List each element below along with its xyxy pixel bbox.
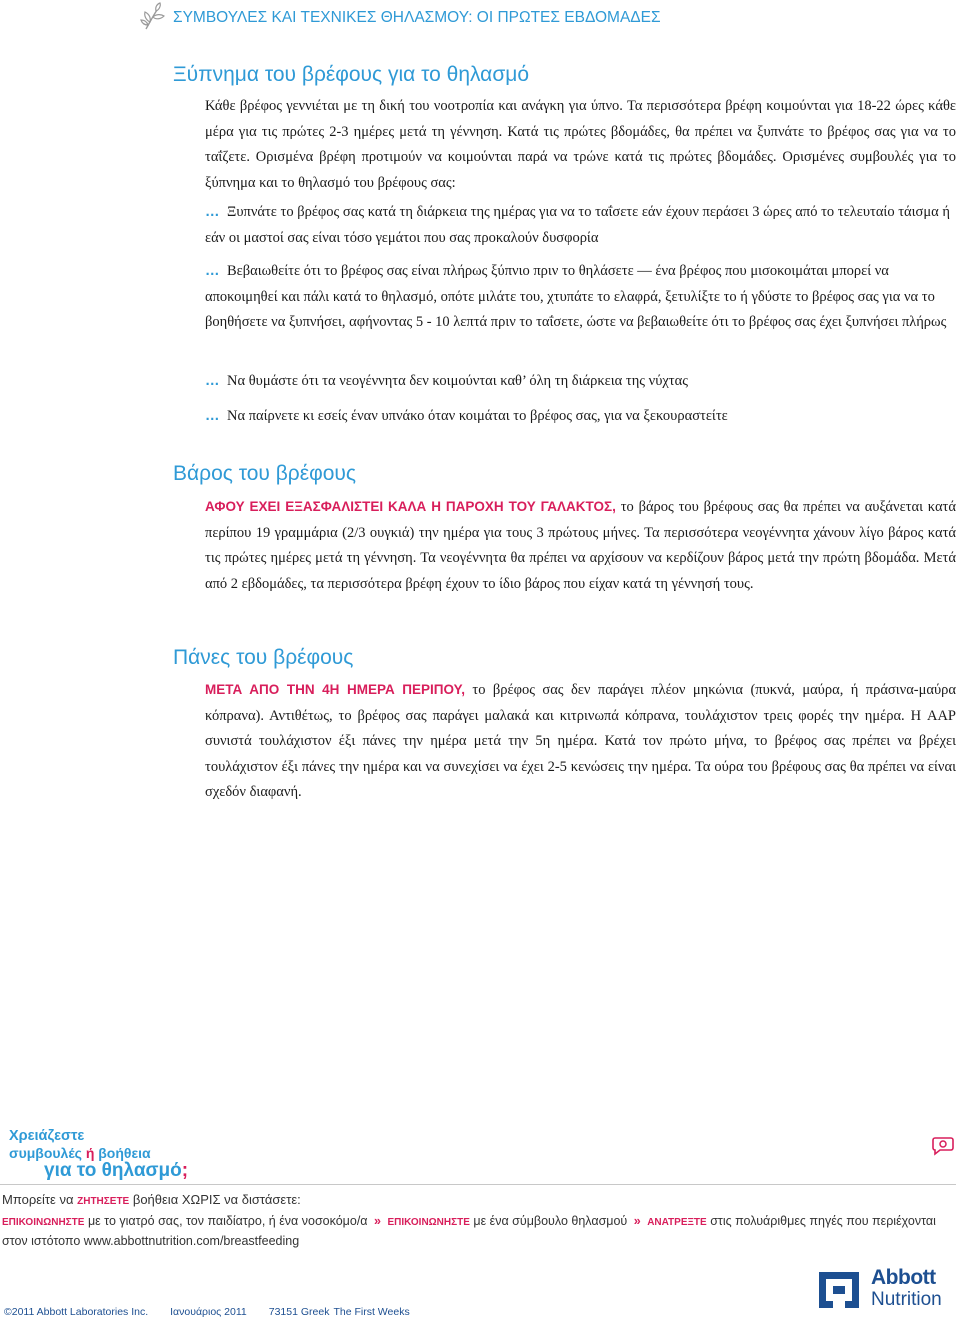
help-pre: Μπορείτε να — [2, 1192, 74, 1207]
contact-options — [2, 1212, 958, 1251]
logo-abbott: Abbott — [871, 1266, 936, 1289]
contact-text-2: με ένα σύμβουλο θηλασμού — [473, 1214, 628, 1228]
contact-cap-2: ΕΠΙΚΟΙΝΩΝΗΣΤΕ — [387, 1217, 470, 1228]
footer-copyright: ©2011 Abbott Laboratories Inc. — [4, 1306, 149, 1318]
weight-paragraph — [205, 494, 956, 597]
help-cap: ΖΗΤΗΣΕΤΕ — [77, 1196, 130, 1207]
speech-bubble-icon — [931, 1133, 955, 1157]
footer-date: Ιανουάριος 2011 — [170, 1306, 247, 1318]
promo-help: βοήθεια — [98, 1145, 151, 1161]
contact-text-1: με το γιατρό σας, τον παιδίατρο, ή ένα νοσοκόμο/α — [87, 1214, 368, 1228]
contact-text-3: στις πολυάριθμες πηγές που περιέχονται στον ιστότοπο www.abbottnutrition.com/breastfeeding — [2, 1214, 936, 1248]
bullet-marker: … — [205, 204, 220, 220]
help-line — [2, 1192, 301, 1207]
bullet-marker: … — [205, 263, 220, 279]
separator: » — [374, 1214, 381, 1228]
page-footer — [4, 1306, 432, 1318]
bullet-text: Ξυπνάτε το βρέφος σας κατά τη διάρκεια της ημέρας για να το ταΐσετε εάν έχουν περάσει 3 ώρες από το τελευταίο τάισμα ή εάν οι μαστοί σας είναι τόσο γεμάτοι που σας προκαλούν δυσφορία — [205, 204, 950, 246]
footer-code: 73151 Greek — [268, 1306, 330, 1318]
divider — [0, 1184, 956, 1185]
bullet-marker: … — [205, 408, 220, 424]
promo-or: ή — [85, 1145, 95, 1161]
contact-cap-1: ΕΠΙΚΟΙΝΩΝΗΣΤΕ — [2, 1217, 85, 1228]
footer-title: The First Weeks — [333, 1306, 410, 1318]
abbott-logo-text — [871, 1267, 942, 1311]
logo-nutrition: Nutrition — [871, 1289, 942, 1310]
promo-advice: συμβουλές — [9, 1145, 82, 1161]
list-item — [205, 259, 956, 336]
help-post: βοήθεια ΧΩΡΙΣ να διστάσετε: — [132, 1192, 301, 1207]
bullet-text: Να παίρνετε κι εσείς έναν υπνάκο όταν κοιμάται το βρέφος σας, για να ξεκουραστείτε — [227, 408, 728, 424]
page-header — [0, 0, 960, 40]
list-item — [205, 404, 956, 430]
list-item — [205, 200, 956, 251]
promo-line-3 — [44, 1160, 188, 1182]
promo-line-1: Χρειάζεστε — [9, 1128, 85, 1144]
weight-lead: ΑΦΟΥ ΕΧΕΙ ΕΞΑΣΦΑΛΙΣΤΕΙ ΚΑΛΑ Η ΠΑΡΟΧΗ ΤΟΥ ΓΑΛΑΚΤΟΣ, — [205, 499, 616, 514]
separator: » — [633, 1214, 641, 1228]
diapers-paragraph — [205, 677, 956, 806]
section-heading-weight: Βάρος του βρέφους — [173, 462, 357, 485]
bullet-marker: … — [205, 373, 220, 389]
promo-line-2 — [9, 1145, 151, 1161]
header-title: ΣΥΜΒΟΥΛΕΣ ΚΑΙ ΤΕΧΝΙΚΕΣ ΘΗΛΑΣΜΟΥ: ΟΙ ΠΡΩΤΕΣ ΕΒΔΟΜΑΔΕΣ — [173, 9, 661, 26]
diapers-lead: ΜΕΤΑ ΑΠΟ ΤΗΝ 4Η ΗΜΕΡΑ ΠΕΡΙΠΟΥ, — [205, 682, 465, 697]
promo-question-mark: ; — [181, 1160, 189, 1181]
abbott-logo-icon — [815, 1268, 863, 1312]
section-heading-wake: Ξύπνημα του βρέφους για το θηλασμό — [173, 63, 530, 86]
promo-breastfeeding: για το θηλασμό — [44, 1160, 182, 1181]
bullet-text: Να θυμάστε ότι τα νεογέννητα δεν κοιμούνται καθ’ όλη τη διάρκεια της νύχτας — [227, 373, 688, 389]
wake-intro-paragraph: Κάθε βρέφος γεννιέται με τη δική του νοοτροπία και ανάγκη για ύπνο. Τα περισσότερα βρέφη κοιμούνται για 18-22 ώρες κάθε μέρα για τις πρώτες 2-3 ημέρες μετά τη γέννηση. Κατά τις πρώτες βδομάδες, θα πρέπει να ξυπνάτε το βρέφος σας για να το ταΐζετε. Ορισμένα βρέφη προτιμούν να κοιμούνται παρά να τρώνε κατά τις πρώτες βδομάδες. Ορισμένες συμβουλές για το ξύπνημα και το θηλασμό του βρέφους σας: — [205, 98, 956, 191]
weight-body: το βάρος του βρέφους σας θα πρέπει να αυξάνεται κατά περίπου 19 γραμμάρια (2/3 ουγκιά) την ημέρα για τους 3 πρώτους μήνες. Τα περισσότερα νεογέννητα χάνουν λίγο βάρος κατά τις πρώτες ημέρες μετά τη γέννηση. Τα νεογέννητα θα πρέπει να αρχίσουν να κερδίζουν βάρος μετά την πρώτη βδομάδα. Μετά από 2 εβδομάδες, τα περισσότερα βρέφη έχουν το ίδιο βάρος που είχαν κατά τη γέννησή τους. — [205, 499, 956, 592]
leaf-sprig-icon — [140, 2, 170, 32]
bullet-text: Βεβαιωθείτε ότι το βρέφος σας είναι πλήρως ξύπνιο πριν το θηλάσετε — ένα βρέφος που μισοκοιμάται μπορεί να αποκοιμηθεί και πάλι κατά το θηλασμό, οπότε μιλάτε του, χτυπάτε το ελαφρά, ξετυλίξτε το ή γδύστε το βρέφος σας για να το βοηθήσετε να ξυπνήσει, αφήνοντας 5 - 10 λεπτά πριν το ταΐσετε, ώστε να βεβαιωθείτε ότι το βρέφος σας έχει ξυπνήσει πλήρως — [205, 263, 947, 330]
diapers-body: το βρέφος σας δεν παράγει πλέον μηκώνια (πυκνά, μαύρα, ή πράσινα-μαύρα κόπρανα). Αντιθέτως, το βρέφος σας παράγει μαλακά και κιτρινωπά κόπρανα, τουλάχιστον τρεις φορές την ημέρα. Η AAP συνιστά τουλάχιστον έξι πάνες την ημέρα μετά την 5η ημέρα. Κατά τον πρώτο μήνα, το βρέφος σας πρέπει να βρέχει τουλάχιστον έξι πάνες την ημέρα και να συνεχίσει να έχει 2-5 κενώσεις την ημέρα. Τα ούρα του βρέφους σας θα πρέπει να είναι σχεδόν διαφανή. — [205, 682, 957, 800]
list-item — [205, 369, 956, 395]
contact-cap-3: ΑΝΑΤΡΕΞΤΕ — [647, 1217, 707, 1228]
section-heading-diapers: Πάνες του βρέφους — [173, 646, 354, 669]
